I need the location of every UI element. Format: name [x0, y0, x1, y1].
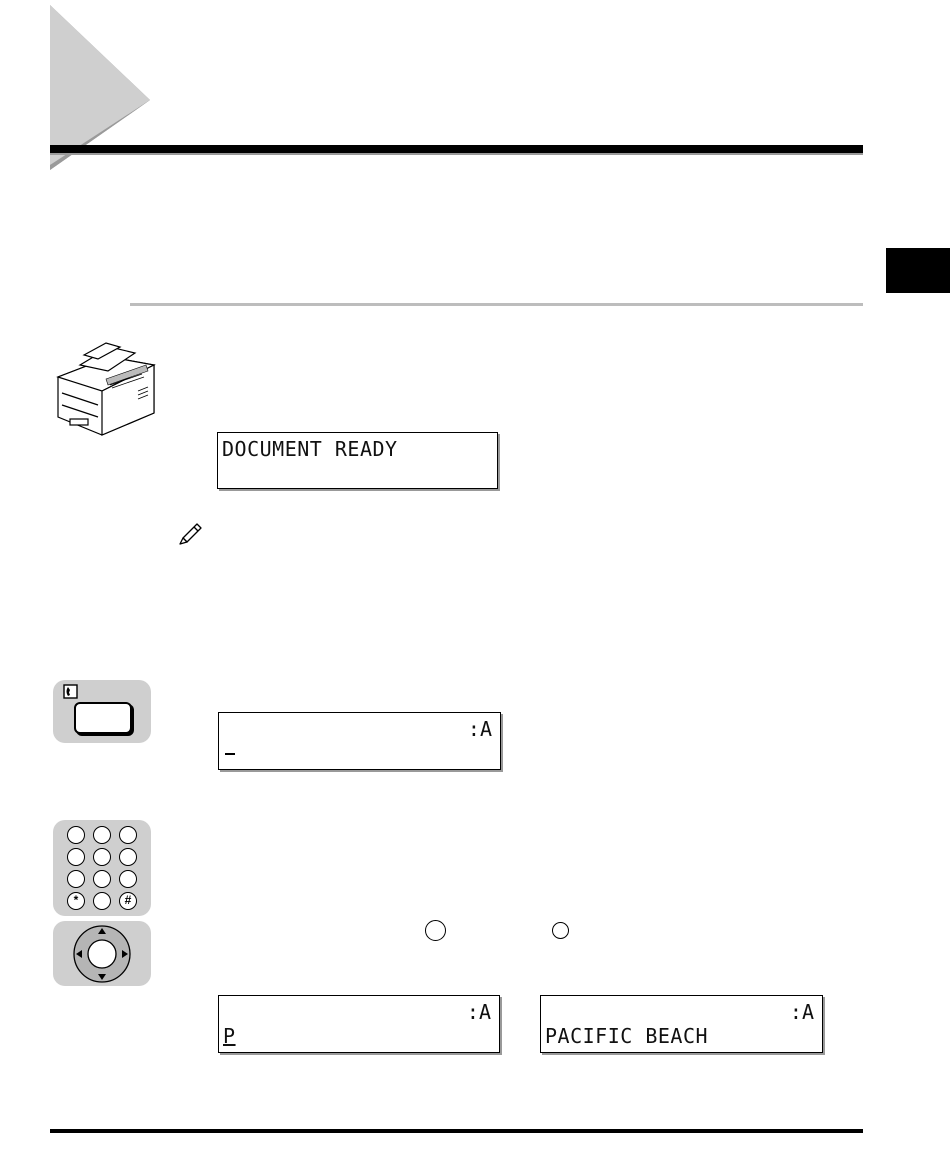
- keypad-key-4[interactable]: [67, 848, 85, 866]
- keypad-key-9[interactable]: [119, 870, 137, 888]
- numeric-keypad-icon: [53, 820, 151, 916]
- keypad-key-5[interactable]: [93, 848, 111, 866]
- small-key-icon: [552, 922, 569, 939]
- footer-rule: [50, 1129, 863, 1133]
- lcd-display-name-complete: [540, 995, 823, 1053]
- cursor-dial-panel: [53, 921, 151, 986]
- keypad-key-0[interactable]: [93, 892, 111, 910]
- keypad-key-8[interactable]: [93, 870, 111, 888]
- keypad-key-2[interactable]: [93, 826, 111, 844]
- keypad-key-7[interactable]: [67, 870, 85, 888]
- lcd-display-name-entry: [218, 995, 500, 1053]
- lcd-cursor: [225, 753, 235, 755]
- telephone-icon: [63, 684, 79, 700]
- lcd-mode-indicator: :A: [467, 717, 492, 741]
- keypad-key-star[interactable]: *: [67, 892, 85, 910]
- lcd-display-tel-entry: [218, 712, 501, 770]
- cursor-dial-icon[interactable]: [71, 923, 133, 985]
- tel-registration-key-panel: [53, 680, 151, 743]
- keypad-key-6[interactable]: [119, 848, 137, 866]
- header-rule: [50, 145, 863, 153]
- keypad-key-hash[interactable]: #: [119, 892, 137, 910]
- tel-registration-button[interactable]: [74, 702, 132, 734]
- keypad-key-1[interactable]: [67, 826, 85, 844]
- fax-machine-icon: [50, 335, 160, 437]
- pencil-icon: [176, 520, 204, 546]
- lcd-line-2: P: [223, 1024, 236, 1048]
- chapter-tab: [886, 248, 950, 293]
- keypad-key-3[interactable]: [119, 826, 137, 844]
- set-key-icon: [425, 920, 446, 941]
- lcd-display-document-ready: [217, 432, 498, 489]
- section-divider: [130, 303, 863, 306]
- lcd-mode-indicator: :A: [789, 1000, 814, 1024]
- header-rule-shadow: [50, 153, 863, 155]
- lcd-mode-indicator: :A: [466, 1000, 491, 1024]
- lcd-line-1: DOCUMENT READY: [222, 437, 398, 461]
- lcd-line-2: PACIFIC BEACH: [545, 1024, 709, 1048]
